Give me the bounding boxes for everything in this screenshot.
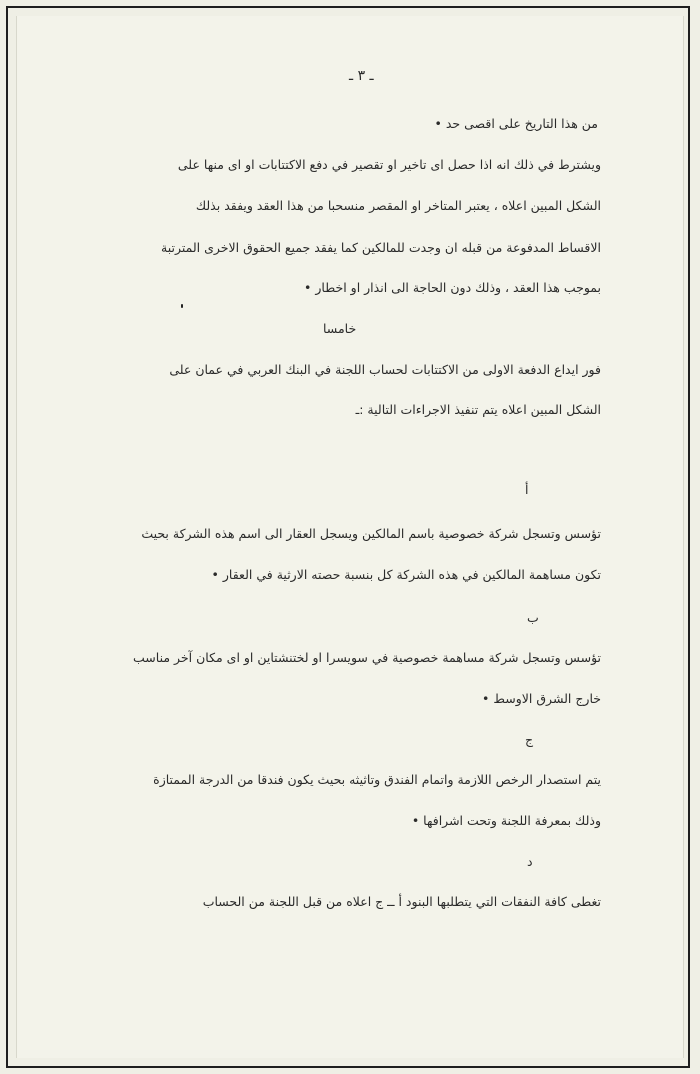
text-line: الاقساط المدفوعة من قبله ان وجدت للمالكين كما يفقد جميع الحقوق الاخرى المترتبة [161,240,601,255]
item-letter: ج [525,732,534,747]
text-line: ويشترط في ذلك انه اذا حصل اى تاخير او تقصير في دفع الاكتتابات او اى منها على [177,157,601,172]
text-line: يتم استصدار الرخص اللازمة واتمام الفندق وتاثيثه بحيث يكون فندقا من الدرجة الممتازة [153,772,601,787]
text-line: تؤسس وتسجل شركة مساهمة خصوصية في سويسرا او لختنشتاين او اى مكان آخر مناسب [133,650,601,665]
text-line: تكون مساهمة المالكين في هذه الشركة كل بنسبة حصته الارثية في العقار • [211,567,601,582]
item-letter: أ [525,482,529,497]
text-line: وذلك بمعرفة اللجنة وتحت اشرافها • [411,813,601,828]
text-line: الشكل المبين اعلاه يتم تنفيذ الاجراءات التالية :ـ [355,402,601,417]
text-line: بموجب هذا العقد ، وذلك دون الحاجة الى انذار او اخطار • [304,280,601,295]
paper-mark [181,304,183,308]
text-line: فور ايداع الدفعة الاولى من الاكتتابات لحساب اللجنة في البنك العربي في عمان على [169,362,601,377]
text-line: تغطى كافة النفقات التي يتطلبها البنود أ ــ ج اعلاه من قبل اللجنة من الحساب [202,894,601,909]
item-letter: د [527,854,533,869]
text-line: من هذا التاريخ على اقصى حد • [434,116,598,131]
text-line: خارج الشرق الاوسط • [482,691,601,706]
document-paper [16,16,684,1058]
page-number: ـ ٣ ـ [349,68,374,84]
text-line: تؤسس وتسجل شركة خصوصية باسم المالكين ويسجل العقار الى اسم هذه الشركة بحيث [141,526,601,541]
section-heading: خامسا [323,321,357,336]
text-line: الشكل المبين اعلاه ، يعتبر المتاخر او المقصر منسحبا من هذا العقد ويفقد بذلك [195,198,601,213]
item-letter: ب [527,610,539,625]
